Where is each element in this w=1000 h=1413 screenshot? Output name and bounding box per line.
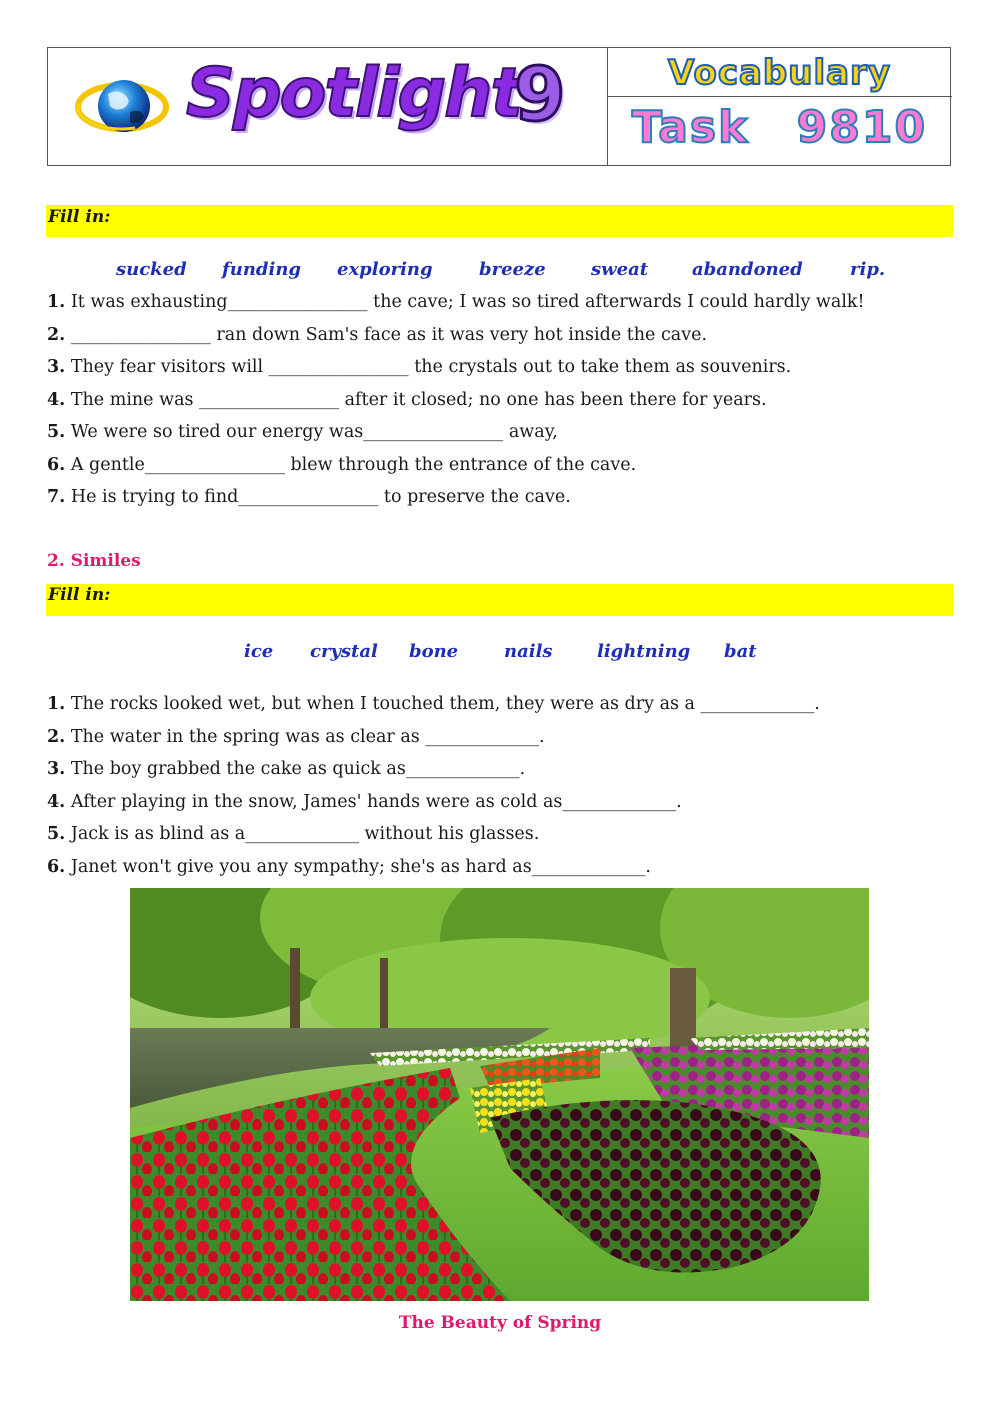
sentence-text: They fear visitors will ________________ the crystals out to take them as souvenirs.: [70, 357, 792, 377]
exercise1-sentence-1: [47, 292, 865, 312]
word-bank-item: ice: [244, 641, 274, 662]
fill-in-bar-1: [46, 205, 953, 237]
logo-text: Spotlight: [186, 54, 522, 133]
sentence-text: The rocks looked wet, but when I touched them, they were as dry as a _____________.: [70, 694, 820, 714]
exercise2-sentence-3: [47, 759, 525, 779]
photo-caption: The Beauty of Spring: [398, 1313, 602, 1333]
fill-in-label: Fill in:: [48, 207, 111, 227]
sentence-number: 2.: [47, 325, 66, 345]
sentence-text: The boy grabbed the cake as quick as_____________.: [70, 759, 526, 779]
sentence-text: ________________ ran down Sam's face as it was very hot inside the cave.: [70, 325, 708, 345]
word-bank-item: abandoned: [692, 259, 803, 280]
sentence-number: 4.: [47, 390, 66, 410]
sentence-text: He is trying to find________________ to preserve the cave.: [70, 487, 571, 507]
sentence-number: 5.: [47, 824, 66, 844]
logo-number: 9: [514, 52, 566, 138]
sentence-text: It was exhausting________________ the cave; I was so tired afterwards I could hardly walk!: [70, 292, 865, 312]
sentence-number: 1.: [47, 292, 66, 312]
exercise1-sentence-6: [47, 455, 636, 475]
word-bank-item: lightning: [597, 641, 691, 662]
exercise2-sentence-6: [47, 857, 651, 877]
word-bank-item: sucked: [116, 259, 187, 280]
exercise2-sentence-1: [47, 694, 820, 714]
sentence-number: 7.: [47, 487, 66, 507]
garden-illustration: [130, 888, 869, 1301]
exercise2-sentence-4: [47, 792, 682, 812]
sentence-text: A gentle________________ blew through the entrance of the cave.: [70, 455, 637, 475]
sentence-number: 3.: [47, 357, 66, 377]
word-bank-item: bat: [724, 641, 757, 662]
word-bank-item: sweat: [591, 259, 649, 280]
word-bank-item: rip.: [850, 259, 886, 280]
spotlight-logo: [74, 52, 574, 155]
word-bank-item: crystal: [310, 641, 378, 662]
sentence-number: 6.: [47, 857, 66, 877]
subject-title: Vocabulary: [668, 53, 891, 93]
sentence-number: 2.: [47, 727, 66, 747]
sentence-text: The mine was ________________ after it closed; no one has been there for years.: [70, 390, 767, 410]
sentence-text: After playing in the snow, James' hands were as cold as_____________.: [70, 792, 682, 812]
fill-in-bar-2: [46, 584, 953, 616]
spring-garden-photo: [130, 888, 869, 1301]
similes-section-title: 2. Similes: [47, 551, 141, 571]
globe-icon: [74, 72, 170, 142]
sentence-number: 1.: [47, 694, 66, 714]
word-bank-item: breeze: [479, 259, 546, 280]
sentence-text: The water in the spring was as clear as _____________.: [70, 727, 545, 747]
fill-in-label: Fill in:: [48, 585, 111, 605]
word-bank-item: bone: [409, 641, 459, 662]
exercise1-sentence-4: [47, 390, 767, 410]
header-box: [47, 47, 951, 166]
sentence-number: 3.: [47, 759, 66, 779]
exercise2-sentence-2: [47, 727, 545, 747]
task-number: Task 9810: [631, 102, 928, 153]
sentence-number: 6.: [47, 455, 66, 475]
sentence-text: We were so tired our energy was________________ away,: [70, 422, 558, 442]
word-bank-item: nails: [504, 641, 553, 662]
sentence-text: Janet won't give you any sympathy; she's as hard as_____________.: [70, 857, 651, 877]
sentence-text: Jack is as blind as a_____________ without his glasses.: [70, 824, 540, 844]
sentence-number: 5.: [47, 422, 66, 442]
exercise2-sentence-5: [47, 824, 539, 844]
word-bank-item: exploring: [337, 259, 433, 280]
sentence-number: 4.: [47, 792, 66, 812]
exercise1-sentence-5: [47, 422, 558, 442]
word-bank-item: funding: [222, 259, 302, 280]
exercise1-sentence-7: [47, 487, 571, 507]
exercise1-sentence-3: [47, 357, 791, 377]
exercise1-sentence-2: [47, 325, 707, 345]
